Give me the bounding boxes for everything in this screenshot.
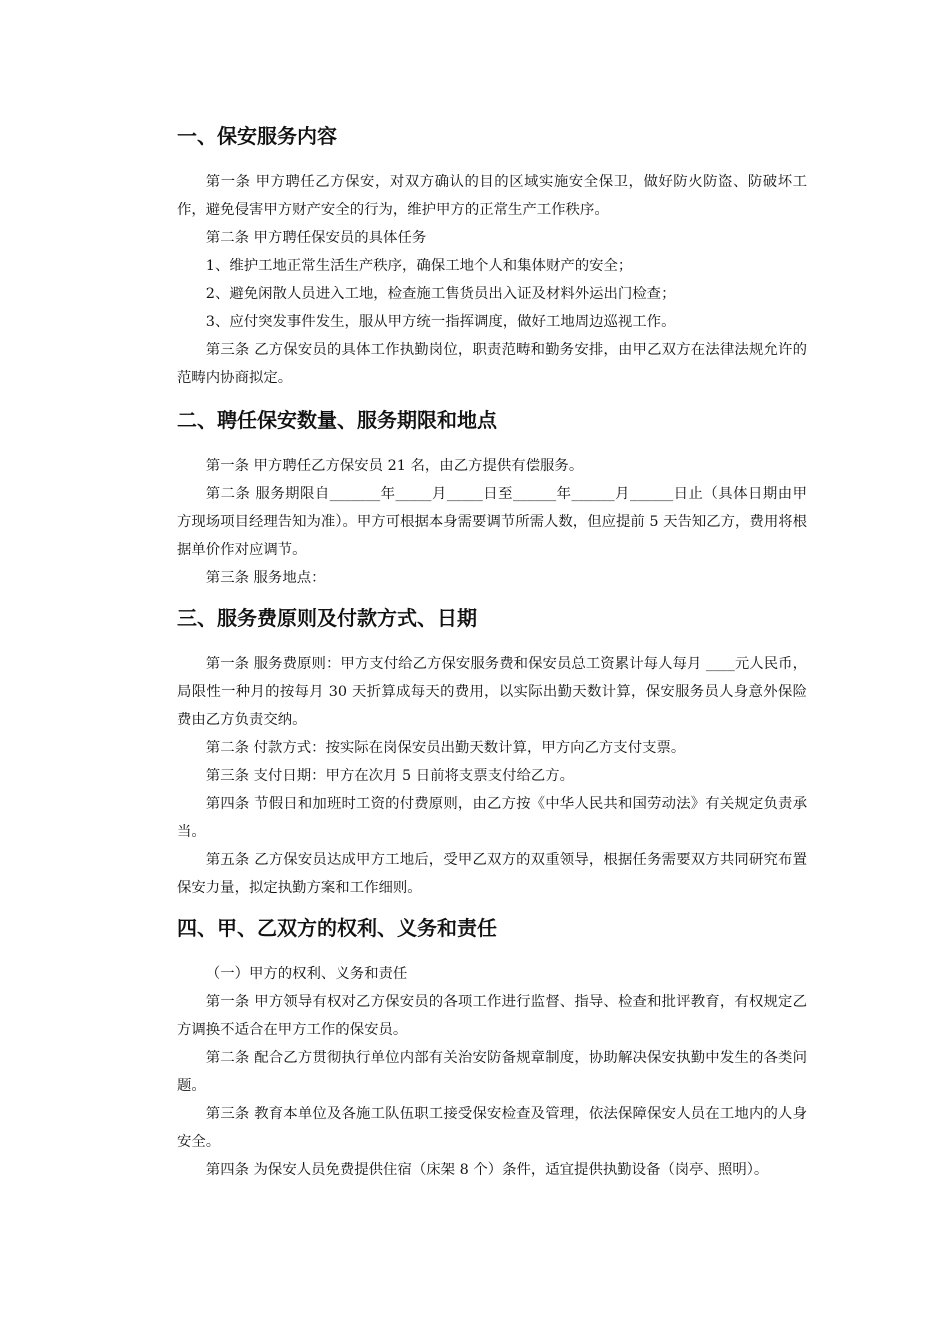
section-heading: 四、甲、乙双方的权利、义务和责任 <box>177 916 497 940</box>
list-item: 1、维护工地正常生活生产秩序，确保工地个人和集体财产的安全； <box>205 258 633 274</box>
document-body <box>177 116 807 1184</box>
list-item: 3、应付突发事件发生，服从甲方统一指挥调度，做好工地周边巡视工作。 <box>205 314 676 330</box>
clause-paragraph: 第一条 甲方聘任乙方保安，对双方确认的目的区域实施安全保卫，做好防火防盗、防破坏工作，避免侵害甲方财产安全的行为，维护甲方的正常生产工作秩序。 <box>177 174 807 218</box>
clause-paragraph: 第四条 节假日和加班时工资的付费原则，由乙方按《中华人民共和国劳动法》有关规定负责承当。 <box>177 796 807 840</box>
clause-paragraph: 第三条 乙方保安员的具体工作执勤岗位，职责范畴和勤务安排，由甲乙双方在法律法规允许的范畴内协商拟定。 <box>177 342 807 386</box>
clause-paragraph: 第四条 为保安人员免费提供住宿（床架 8 个）条件，适宜提供执勤设备（岗亭、照明）。 <box>205 1162 769 1178</box>
clause-paragraph: 第一条 甲方聘任乙方保安员 21 名，由乙方提供有偿服务。 <box>205 458 584 474</box>
clause-paragraph: 第二条 服务期限自_______年_____月_____日至______年______月______日止（具体日期由甲方现场项目经理告知为准）。甲方可根据本身需要调节所需人数，但应提前 5 天告知乙方，费用将根据单价作对应调节。 <box>177 486 807 558</box>
list-item: 2、避免闲散人员进入工地，检查施工售货员出入证及材料外运出门检查； <box>205 286 676 302</box>
clause-paragraph: 第二条 配合乙方贯彻执行单位内部有关治安防备规章制度，协助解决保安执勤中发生的各类问题。 <box>177 1050 807 1094</box>
clause-paragraph: 第三条 支付日期：甲方在次月 5 日前将支票支付给乙方。 <box>205 768 575 784</box>
clause-paragraph: 第一条 服务费原则：甲方支付给乙方保安服务费和保安员总工资累计每人每月 ____元人民币，局限性一种月的按每月 30 天折算成每天的费用，以实际出勤天数计算，保安服务员人身意外保险费由乙方负责交纳。 <box>177 656 807 728</box>
subsection-title: （一）甲方的权利、义务和责任 <box>205 966 408 982</box>
clause-paragraph: 第一条 甲方领导有权对乙方保安员的各项工作进行监督、指导、检查和批评教育，有权规定乙方调换不适合在甲方工作的保安员。 <box>177 994 807 1038</box>
clause-paragraph: 第三条 教育本单位及各施工队伍职工接受保安检查及管理，依法保障保安人员在工地内的人身安全。 <box>177 1106 807 1150</box>
clause-paragraph: 第二条 付款方式：按实际在岗保安员出勤天数计算，甲方向乙方支付支票。 <box>205 740 686 756</box>
clause-paragraph: 第三条 服务地点： <box>205 570 326 586</box>
section-heading: 二、聘任保安数量、服务期限和地点 <box>177 408 497 432</box>
clause-paragraph: 第二条 甲方聘任保安员的具体任务 <box>205 230 427 246</box>
section-heading: 三、服务费原则及付款方式、日期 <box>177 606 477 630</box>
section-heading: 一、保安服务内容 <box>177 124 337 148</box>
clause-paragraph: 第五条 乙方保安员达成甲方工地后，受甲乙双方的双重领导，根据任务需要双方共同研究布置保安力量，拟定执勤方案和工作细则。 <box>177 852 807 896</box>
